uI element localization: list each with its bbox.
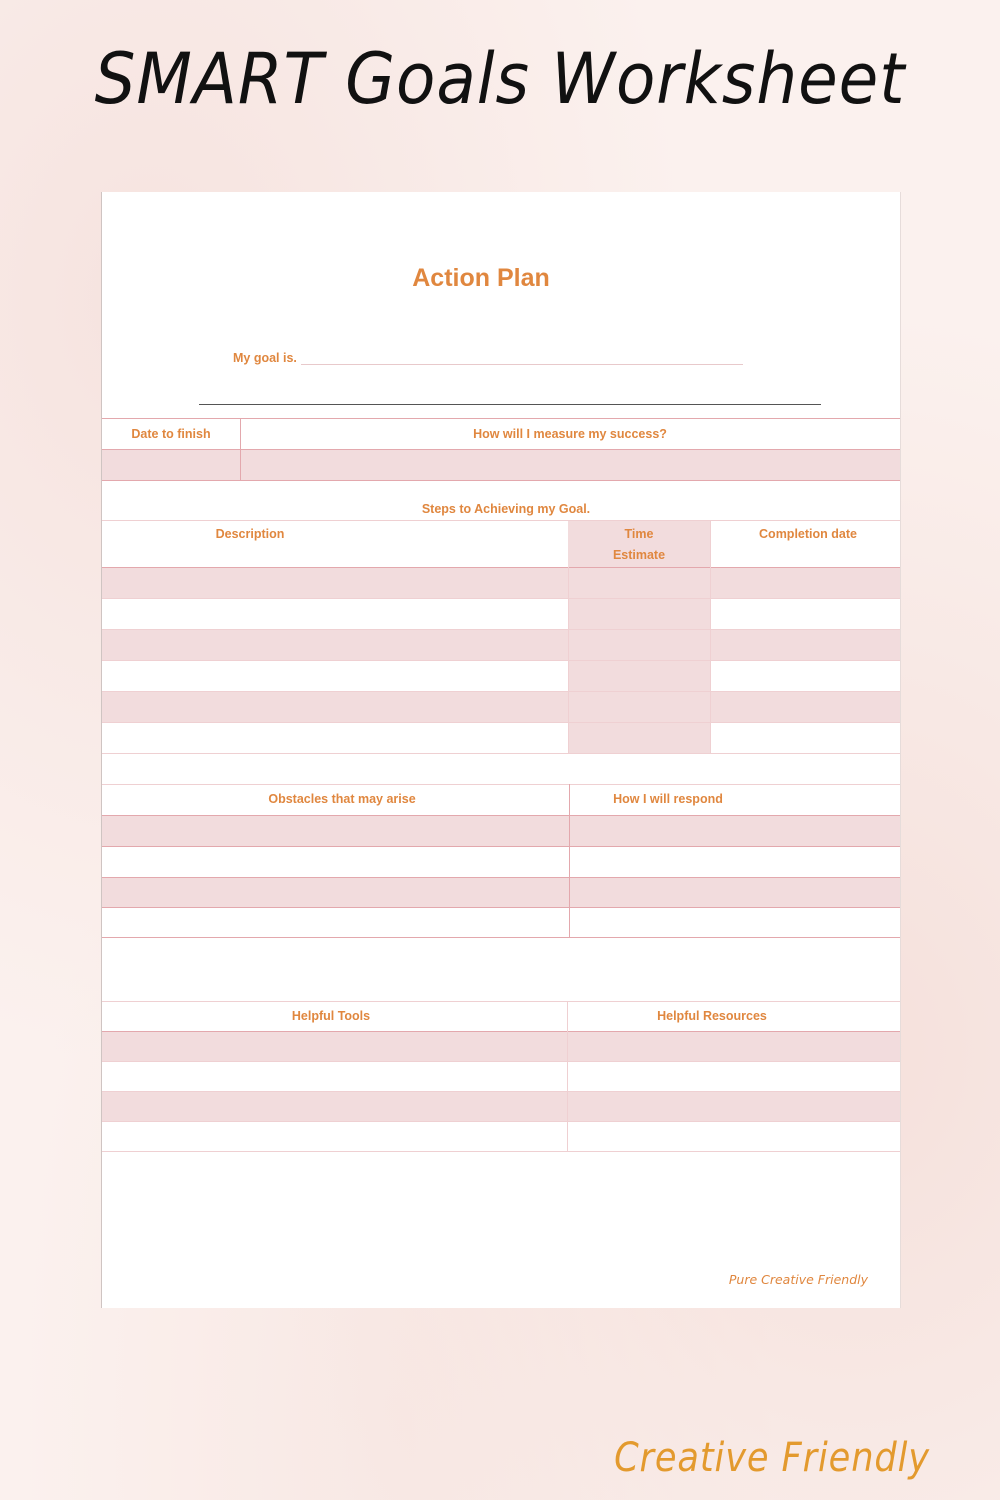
- footer-brand: Pure Creative Friendly: [728, 1272, 868, 1287]
- time-header-line1: Time: [624, 527, 654, 541]
- divider: [567, 1001, 568, 1151]
- divider: [102, 480, 900, 481]
- divider: [102, 722, 900, 723]
- step-row[interactable]: [102, 629, 900, 660]
- helpful-resources-header: Helpful Resources: [657, 1009, 767, 1023]
- divider: [102, 691, 900, 692]
- step-row-time-cell[interactable]: [568, 598, 710, 629]
- divider: [102, 598, 900, 599]
- divider: [102, 418, 900, 419]
- success-measure-header: How will I measure my success?: [473, 427, 667, 441]
- divider: [102, 1061, 900, 1062]
- date-to-finish-header: Date to finish: [131, 427, 211, 441]
- divider: [102, 520, 900, 521]
- divider: [102, 784, 900, 785]
- goal-label: My goal is.: [233, 351, 297, 365]
- obstacle-row[interactable]: [102, 816, 900, 846]
- divider: [102, 937, 900, 938]
- divider: [102, 753, 900, 754]
- helpful-tools-header: Helpful Tools: [291, 1009, 371, 1023]
- step-row-time-cell[interactable]: [568, 722, 710, 753]
- worksheet-title: Action Plan: [412, 264, 550, 292]
- description-header: Description: [215, 527, 285, 541]
- measure-entry-row[interactable]: [102, 450, 900, 480]
- divider: [710, 520, 711, 753]
- divider: [569, 784, 570, 937]
- divider: [102, 1121, 900, 1122]
- tools-row[interactable]: [102, 1092, 900, 1121]
- step-row[interactable]: [102, 691, 900, 722]
- banner-title: SMART Goals Worksheet: [94, 38, 906, 120]
- step-row[interactable]: [102, 568, 900, 598]
- goal-input-line-2[interactable]: [199, 404, 821, 405]
- divider: [102, 660, 900, 661]
- goal-input-line[interactable]: [301, 364, 743, 365]
- divider: [240, 418, 241, 480]
- divider: [102, 1151, 900, 1152]
- worksheet-page: [101, 192, 901, 1308]
- divider: [102, 629, 900, 630]
- divider: [568, 567, 569, 753]
- step-row-time-cell[interactable]: [568, 660, 710, 691]
- obstacles-header: Obstacles that may arise: [268, 792, 416, 806]
- obstacle-row[interactable]: [102, 878, 900, 907]
- divider: [102, 846, 900, 847]
- completion-date-header: Completion date: [759, 527, 857, 541]
- time-header-line2: Estimate: [612, 548, 666, 562]
- steps-heading: Steps to Achieving my Goal.: [421, 502, 591, 516]
- divider: [102, 1001, 900, 1002]
- corner-brand: Creative Friendly: [614, 1435, 930, 1481]
- divider: [102, 907, 900, 908]
- tools-row[interactable]: [102, 1032, 900, 1061]
- response-header: How I will respond: [613, 792, 723, 806]
